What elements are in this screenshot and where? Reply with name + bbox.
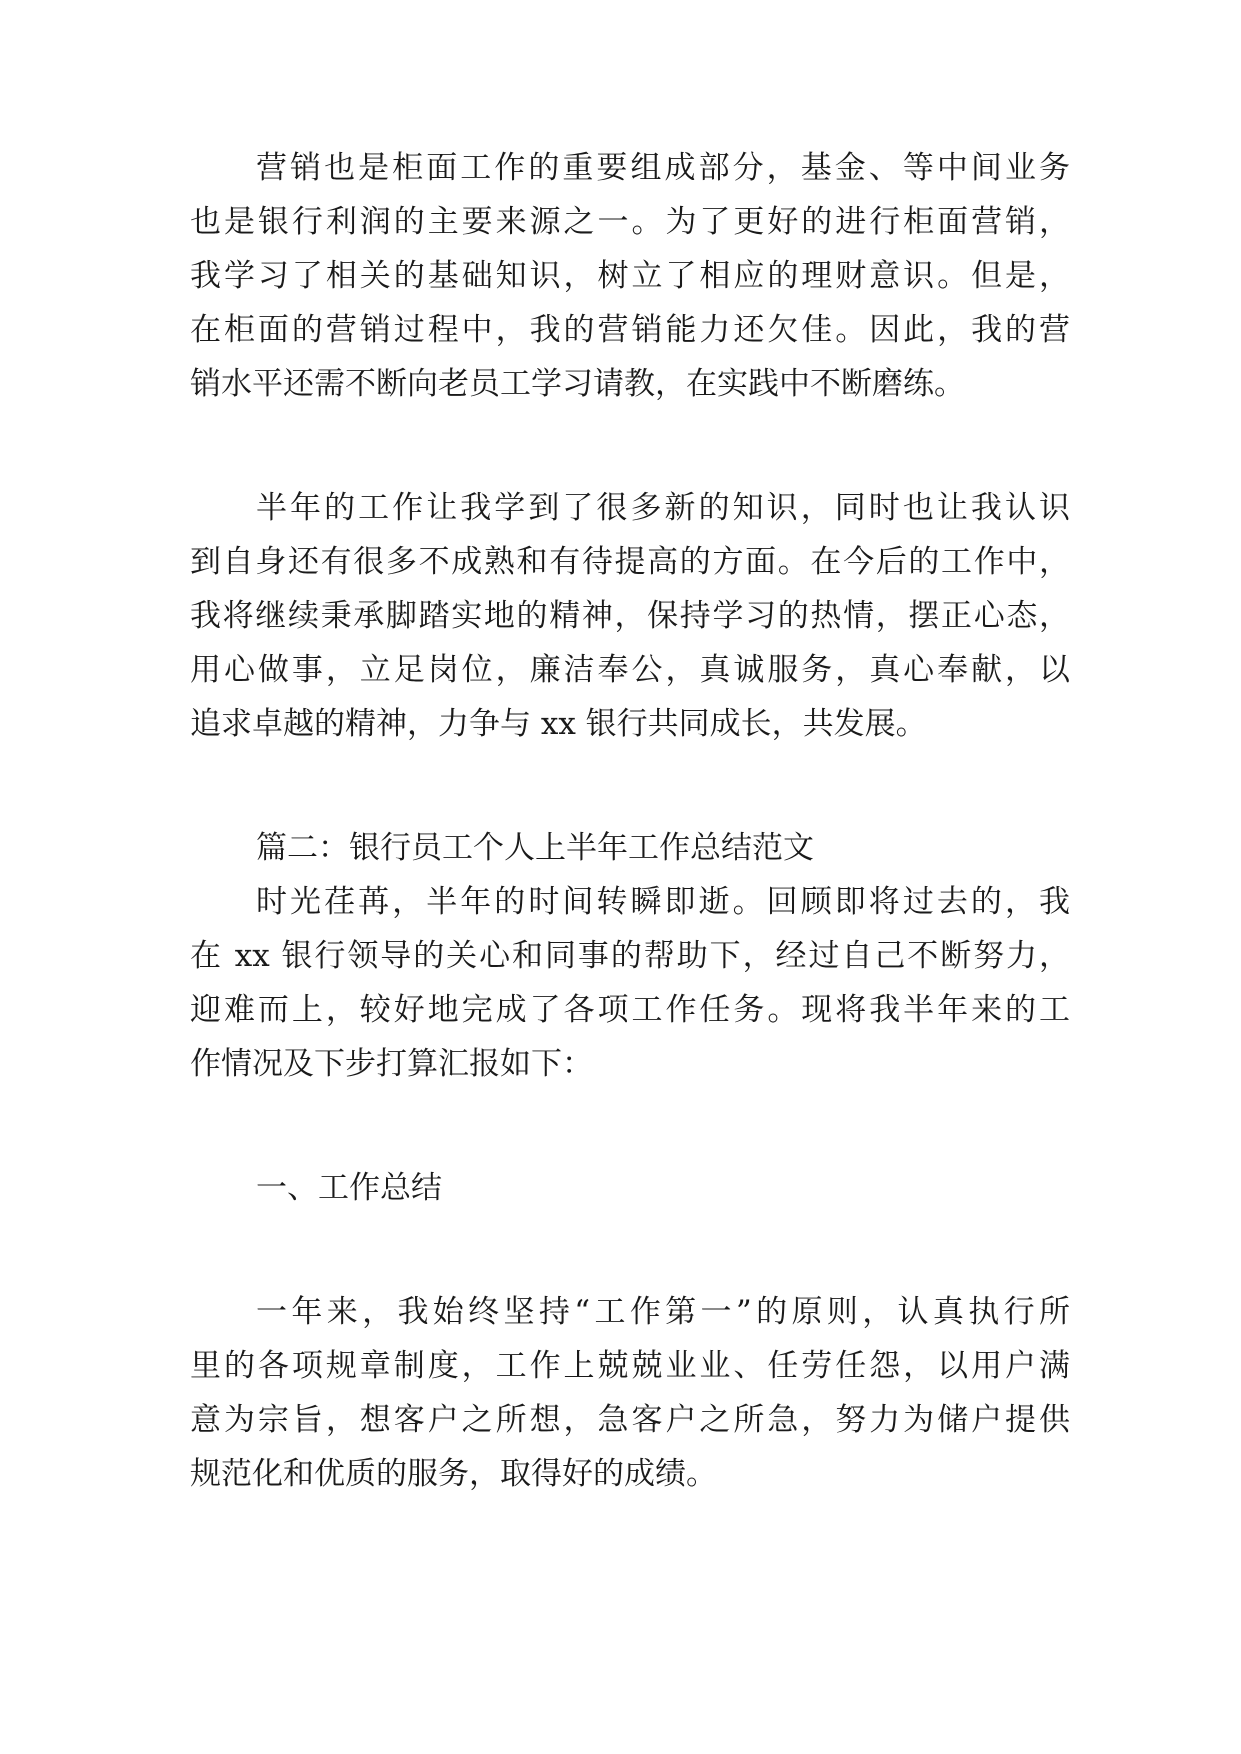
text-line: 在 xx 银行领导的关心和同事的帮助下，经过自己不断努力，	[190, 938, 1070, 974]
text-line: 时光荏苒，半年的时间转瞬即逝。回顾即将过去的，我	[256, 884, 1070, 920]
text-line: 在柜面的营销过程中，我的营销能力还欠佳。因此，我的营	[190, 312, 1070, 348]
text-line: 一年来，我始终坚持“工作第一”的原则，认真执行所	[256, 1294, 1070, 1330]
text-line: 规范化和优质的服务，取得好的成绩。	[190, 1456, 717, 1492]
text-line: 销水平还需不断向老员工学习请教，在实践中不断磨练。	[190, 366, 965, 402]
text-line: 半年的工作让我学到了很多新的知识，同时也让我认识	[256, 490, 1070, 526]
text-line: 追求卓越的精神，力争与 xx 银行共同成长，共发展。	[190, 706, 927, 742]
text-line: 意为宗旨，想客户之所想，急客户之所急，努力为储户提供	[190, 1402, 1070, 1438]
text-line: 也是银行利润的主要来源之一。为了更好的进行柜面营销，	[190, 204, 1070, 240]
text-line: 里的各项规章制度，工作上兢兢业业、任劳任怨，以用户满	[190, 1348, 1070, 1384]
text-line: 我学习了相关的基础知识，树立了相应的理财意识。但是，	[190, 258, 1070, 294]
heading-line: 篇二：银行员工个人上半年工作总结范文	[256, 830, 814, 866]
text-line: 作情况及下步打算汇报如下：	[190, 1046, 593, 1082]
text-line: 我将继续秉承脚踏实地的精神，保持学习的热情，摆正心态，	[190, 598, 1070, 634]
text-line: 到自身还有很多不成熟和有待提高的方面。在今后的工作中，	[190, 544, 1070, 580]
text-line: 营销也是柜面工作的重要组成部分，基金、等中间业务	[256, 150, 1070, 186]
heading-line: 一、工作总结	[256, 1170, 442, 1206]
text-line: 迎难而上，较好地完成了各项工作任务。现将我半年来的工	[190, 992, 1070, 1028]
text-line: 用心做事，立足岗位，廉洁奉公，真诚服务，真心奉献，以	[190, 652, 1070, 688]
